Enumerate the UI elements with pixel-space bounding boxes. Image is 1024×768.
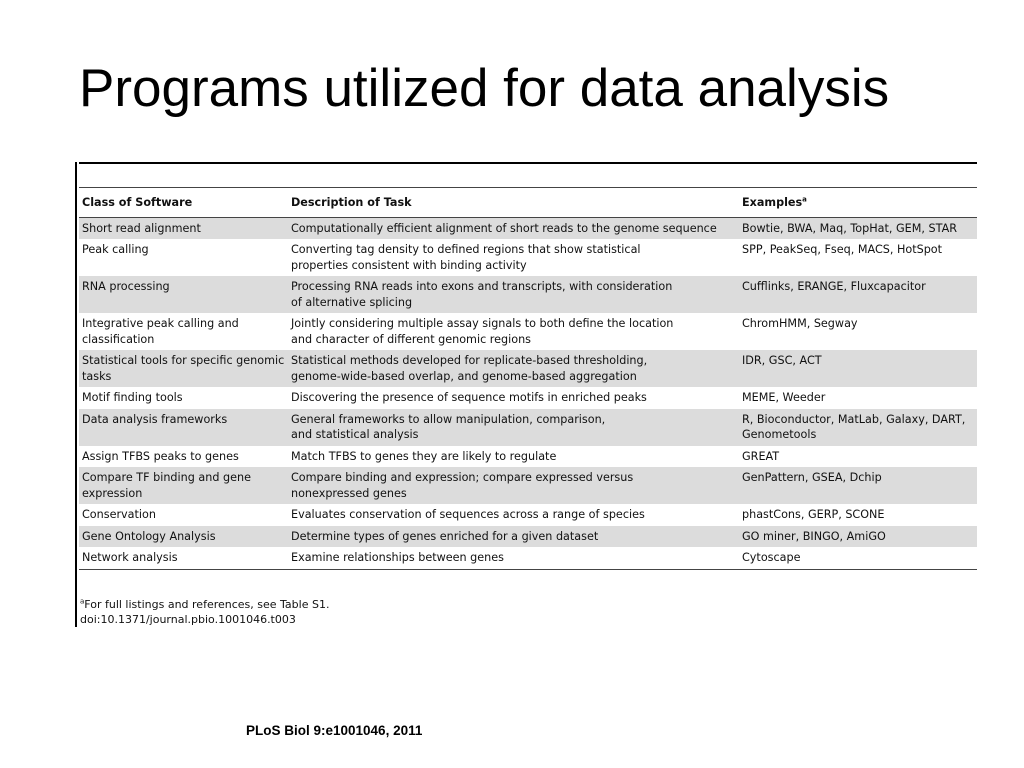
cell-examples: Cufflinks, ERANGE, Fluxcapacitor	[742, 280, 926, 293]
cell-class-of-software: Peak calling	[82, 243, 149, 256]
cell-description-of-task	[288, 467, 739, 504]
footnote-text: For full listings and references, see Table S1.	[84, 598, 330, 611]
header-description-of-task: Description of Task	[291, 196, 412, 209]
description-line: General frameworks to allow manipulation, comparison,	[291, 412, 606, 426]
description-line: Computationally efficient alignment of short reads to the genome sequence	[291, 221, 717, 235]
cell-class-of-software: Motif finding tools	[82, 391, 183, 404]
cell-examples: Cytoscape	[742, 551, 801, 564]
header-class-of-software: Class of Software	[82, 196, 193, 209]
cell-class-of-software: Assign TFBS peaks to genes	[82, 449, 239, 463]
header-examples-label: Examples	[742, 196, 803, 209]
description-line: Statistical methods developed for replicate-based thresholding,	[291, 354, 648, 367]
cell-description-of-task	[288, 276, 739, 313]
cell-class-of-software: Compare TF binding and gene expression	[82, 471, 251, 500]
description-line: of alternative splicing	[291, 295, 413, 309]
cell-examples: ChromHMM, Segway	[742, 317, 858, 330]
cell-examples: MEME, Weeder	[742, 391, 826, 404]
table-footnote	[80, 597, 329, 627]
table-row	[79, 467, 977, 504]
cell-description-of-task	[288, 350, 739, 387]
description-line: and statistical analysis	[291, 428, 419, 441]
cell-description-of-task	[288, 526, 739, 548]
cell-class-of-software: Gene Ontology Analysis	[82, 529, 216, 543]
cell-class-of-software: Statistical tools for specific genomic tasks	[82, 354, 285, 383]
table-row	[79, 446, 977, 468]
table-row	[79, 526, 977, 548]
description-line: Discovering the presence of sequence motifs in enriched peaks	[291, 391, 647, 404]
description-line: genome-wide-based overlap, and genome-based aggregation	[291, 369, 637, 383]
cell-class-of-software: Short read alignment	[82, 221, 201, 235]
table-row	[79, 313, 977, 350]
table-row	[79, 387, 977, 409]
cell-class-of-software: Conservation	[82, 508, 156, 521]
slide-title: Programs utilized for data analysis	[79, 59, 890, 118]
description-line: Evaluates conservation of sequences across a range of species	[291, 508, 645, 521]
table-row	[79, 217, 977, 239]
description-line: properties consistent with binding activity	[291, 258, 527, 272]
table-figure	[75, 162, 977, 627]
cell-examples: SPP, PeakSeq, Fseq, MACS, HotSpot	[742, 243, 943, 256]
description-line: and character of different genomic regions	[291, 332, 531, 346]
table-row	[79, 239, 977, 276]
software-table	[79, 187, 977, 570]
cell-description-of-task	[288, 313, 739, 350]
cell-examples: R, Bioconductor, MatLab, Galaxy, DART, Genometools	[742, 412, 966, 441]
cell-examples: GenPattern, GSEA, Dchip	[742, 471, 882, 484]
table-header-row	[79, 188, 977, 218]
description-line: Jointly considering multiple assay signals to both define the location	[291, 317, 674, 330]
header-examples-footnote-marker: a	[802, 195, 807, 204]
cell-examples: IDR, GSC, ACT	[742, 354, 822, 367]
cell-examples: GO miner, BINGO, AmiGO	[742, 529, 886, 543]
cell-description-of-task	[288, 504, 739, 526]
table-row	[79, 504, 977, 526]
description-line: Examine relationships between genes	[291, 551, 504, 564]
footnote-doi: doi:10.1371/journal.pbio.1001046.t003	[80, 613, 296, 626]
header-examples	[739, 188, 977, 218]
footnote-text-line	[80, 597, 329, 612]
description-line: Processing RNA reads into exons and transcripts, with consideration	[291, 280, 673, 293]
cell-description-of-task	[288, 547, 739, 569]
citation: PLoS Biol 9:e1001046, 2011	[246, 723, 423, 738]
cell-description-of-task	[288, 409, 739, 446]
cell-class-of-software: Network analysis	[82, 551, 178, 564]
cell-description-of-task	[288, 239, 739, 276]
cell-description-of-task	[288, 446, 739, 468]
description-line: nonexpressed genes	[291, 486, 407, 500]
table-row	[79, 547, 977, 569]
cell-class-of-software: Data analysis frameworks	[82, 412, 228, 426]
cell-class-of-software: RNA processing	[82, 280, 170, 293]
description-line: Match TFBS to genes they are likely to regulate	[291, 449, 557, 463]
table-body	[79, 217, 977, 569]
cell-examples: GREAT	[742, 449, 780, 463]
table-row	[79, 350, 977, 387]
description-line: Converting tag density to defined regions that show statistical	[291, 243, 641, 256]
cell-examples: Bowtie, BWA, Maq, TopHat, GEM, STAR	[742, 221, 958, 235]
footnote-marker: a	[80, 597, 85, 606]
description-line: Determine types of genes enriched for a given dataset	[291, 529, 599, 543]
table-row	[79, 276, 977, 313]
cell-description-of-task	[288, 387, 739, 409]
description-line: Compare binding and expression; compare expressed versus	[291, 471, 634, 484]
table-row	[79, 409, 977, 446]
cell-class-of-software: Integrative peak calling and classification	[82, 317, 239, 346]
table-top-rule	[79, 162, 977, 164]
cell-description-of-task	[288, 217, 739, 239]
cell-examples: phastCons, GERP, SCONE	[742, 508, 885, 521]
